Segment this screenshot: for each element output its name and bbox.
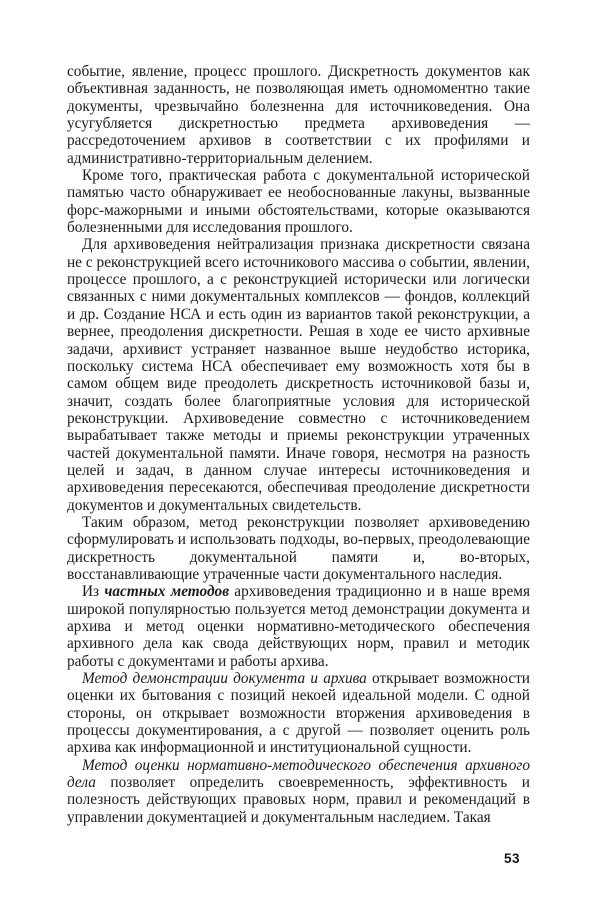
text-run: позволяет определить своевременность, эффективность и полезность действующих правовых норм, правил и рекомендаций в управлении документацией и документальным наследием. Такая [67, 774, 530, 826]
text-run: Из [82, 583, 105, 601]
text-run: событие, явление, процесс прошлого. Дискретность документов как объективная заданность, не позволяющая иметь одномоментно такие документы, чрезвычайно болезненна для источниковедения. Она усугубляется дискретностью предмета архивоведения — рассредоточением архивов в соответствии с их профилями и административно-территориальным делением. [67, 63, 530, 167]
text-block [67, 63, 530, 826]
text-run: архивоведения традиционно и в наше время широкой популярностью пользуется метод демонстрации документа и архива и метод оценки нормативно-методического обеспечения архивного дела как свода действующих норм, правил и методик работы с документами и работы архива. [67, 583, 530, 670]
text-run: Для архивоведения нейтрализация признака дискретности связана не с реконструкцией всего источникового массива о событии, явлении, процессе прошлого, а с реконструкцией исторически или логически связанных с ними документальных комплексов — фондов, коллекций и др. Создание НСА и есть один из вариантов такой реконструкции, а вернее, преодоления дискретности. Решая в ходе ее чисто архивные задачи, архивист устраняет названное выше неудобство историка, поскольку система НСА обеспечивает ему возможность хотя бы в самом общем виде преодолеть дискретность источниковой базы и, значит, создать более благоприятные условия для исторической реконструкции. Архивоведение совместно с источниковедением вырабатывает также методы и приемы реконструкции утраченных частей документальной памяти. Иначе говоря, несмотря на разность целей и задач, в данном случае интересы источниковедения и архивоведения пересекаются, обеспечивая преодоление дискретности документов и документальных свидетельств. [67, 236, 530, 514]
paragraph [67, 583, 530, 670]
paragraph [67, 514, 530, 583]
paragraph [67, 63, 530, 167]
paragraph [67, 757, 530, 826]
paragraph [67, 670, 530, 757]
paragraph [67, 167, 530, 236]
emphasis-run: Метод демонстрации документа и архива [82, 670, 367, 688]
page-number: 53 [503, 851, 520, 866]
text-run: Таким образом, метод реконструкции позволяет архивоведению сформулировать и использовать подходы, во-первых, преодолевающие дискретность документальной памяти и, во-вторых, восстанавливающие утраченные части документального наследия. [67, 513, 530, 583]
paragraph [67, 236, 530, 514]
text-run: Кроме того, практическая работа с документальной исторической памятью часто обнаруживает ее необоснованные лакуны, вызванные форс-мажорными и иными обстоятельствами, которые оказываются болезненными для исследования прошлого. [67, 167, 530, 237]
text-run: открывает возможности оценки их бытования с позиций некоей идеальной модели. С одной стороны, он открывает возможности вторжения архивоведения в процессы документирования, а с другой — позволяет оценить роль архива как информационной и институциональной сущности. [67, 670, 530, 757]
emphasis-run: Метод оценки нормативно-методического обеспечения архивного дела [67, 756, 530, 792]
emphasis-run: частных методов [104, 583, 230, 601]
